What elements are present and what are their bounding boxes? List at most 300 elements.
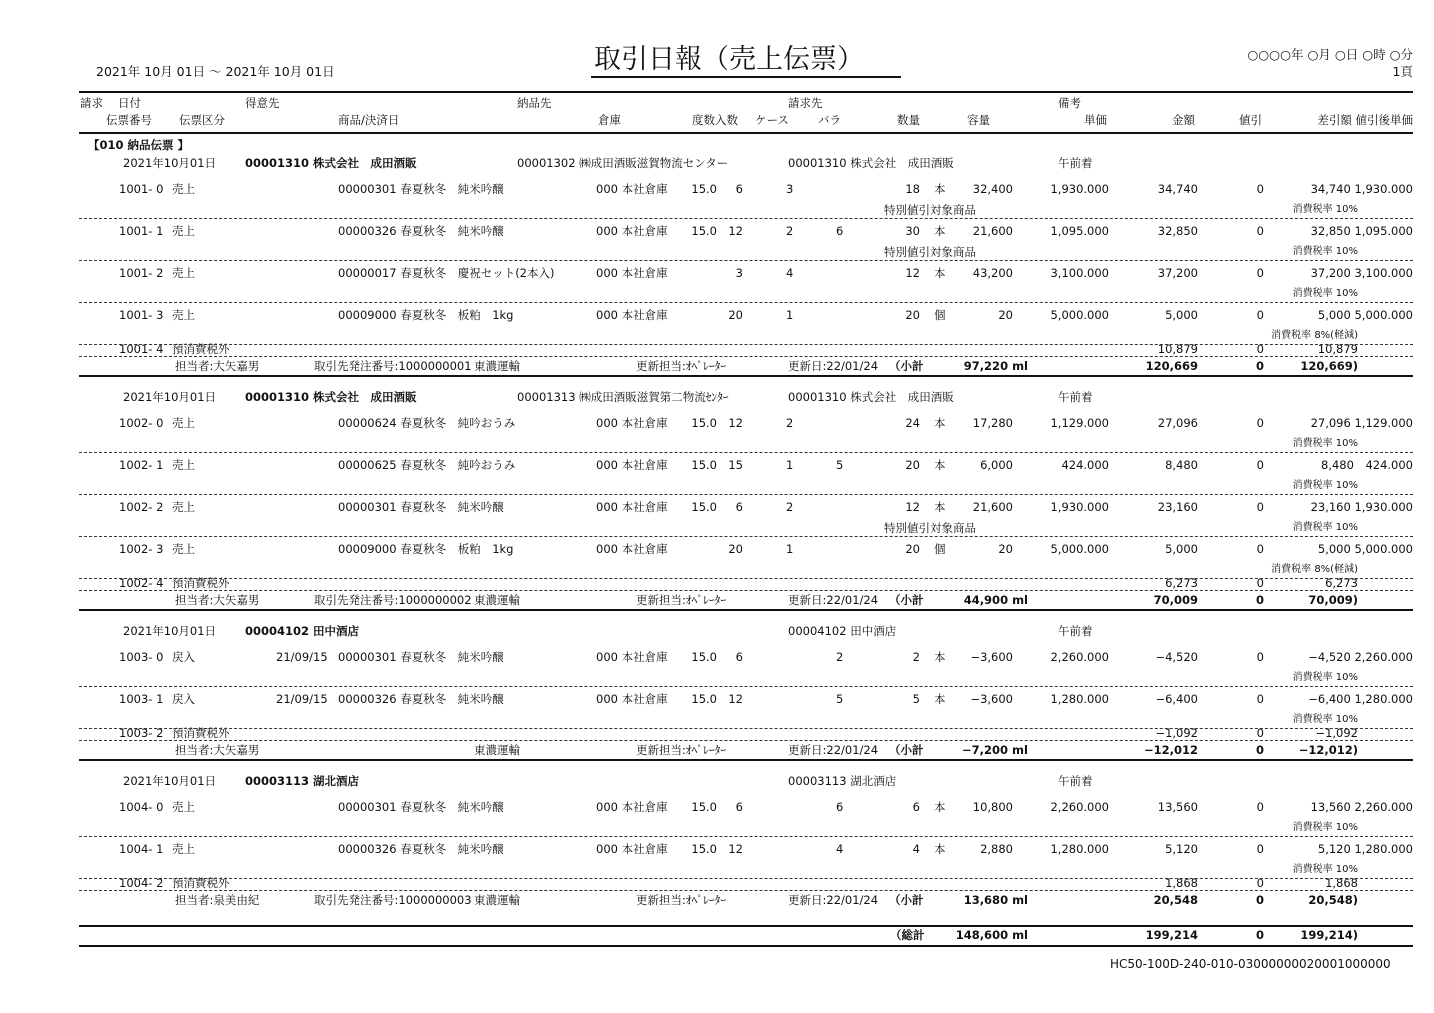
tax-amount: 1,868 — [1165, 876, 1198, 890]
line-qty: 12 — [905, 500, 920, 514]
line-cases: 3 — [786, 182, 794, 196]
line-proof: 15.0 — [691, 458, 717, 472]
line-proof: 15.0 — [691, 182, 717, 196]
line-warehouse: 000 本社倉庫 — [596, 224, 668, 238]
line-item: 00000624 春夏秋冬 純吟おうみ — [338, 416, 516, 430]
line-discount: 0 — [1256, 308, 1264, 322]
tax-discount: 0 — [1256, 876, 1264, 890]
line-slip-no: 1003- 1 — [119, 692, 164, 706]
line-net: −6,400 1,280.000 — [1308, 692, 1413, 706]
line-unit-price: 5,000.000 — [1050, 542, 1109, 556]
line-net: 8,480 424.000 — [1321, 458, 1413, 472]
line-cases: 1 — [786, 458, 794, 472]
line-amount: 37,200 — [1157, 266, 1198, 280]
line-per-case: 6 — [735, 182, 743, 196]
line-amount: −6,400 — [1155, 692, 1198, 706]
col-warehouse: 倉庫 — [598, 113, 621, 127]
line-cases: 1 — [786, 542, 794, 556]
line-net: 23,160 1,930.000 — [1310, 500, 1413, 514]
line-amount: 5,120 — [1165, 842, 1198, 856]
line-warehouse: 000 本社倉庫 — [596, 266, 668, 280]
line-net: −4,520 2,260.000 — [1308, 650, 1413, 664]
tax-amount: 6,273 — [1165, 576, 1198, 590]
line-pieces: 6 — [836, 800, 844, 814]
tax-net: 1,868 — [1325, 876, 1358, 890]
line-unit: 本 — [934, 842, 946, 856]
line-item: 00000017 春夏秋冬 慶祝セット(2本入) — [338, 266, 555, 280]
footer-updated: 更新日:22/01/24 — [788, 359, 879, 373]
footer-subtotal-label: （小計 — [889, 743, 924, 757]
line-per-case: 12 — [728, 416, 743, 430]
slip-remark: 午前着 — [1058, 774, 1093, 788]
line-amount: 5,000 — [1165, 542, 1198, 556]
line-tax-rate: 消費税率 10% — [1292, 522, 1358, 533]
footer-person: 担当者:大矢嘉男 — [175, 593, 260, 607]
row-divider — [79, 536, 1413, 537]
footer-discount: 0 — [1255, 743, 1264, 757]
tax-net: 10,879 — [1317, 342, 1358, 356]
line-item: 00000326 春夏秋冬 純米吟醸 — [338, 692, 504, 706]
line-volume: −3,600 — [970, 692, 1013, 706]
footer-net: 70,009) — [1308, 593, 1358, 607]
col-unit-price: 単価 — [1084, 113, 1107, 127]
line-volume: 20 — [998, 542, 1013, 556]
line-net: 34,740 1,930.000 — [1310, 182, 1413, 196]
line-warehouse: 000 本社倉庫 — [596, 542, 668, 556]
line-net: 5,000 5,000.000 — [1317, 542, 1413, 556]
slip-delivery: 00001313 ㈱成田酒販滋賀第二物流ｾﾝﾀｰ — [517, 390, 729, 404]
line-tax-rate: 消費税率 10% — [1292, 288, 1358, 299]
col-net: 差引額 値引後単価 — [1317, 113, 1413, 127]
line-proof: 15.0 — [691, 842, 717, 856]
line-settle-date: 21/09/15 — [276, 692, 328, 706]
slip-remark: 午前着 — [1058, 156, 1093, 170]
line-item: 00000625 春夏秋冬 純吟おうみ — [338, 458, 516, 472]
grand-total-bottom-rule — [79, 945, 1413, 947]
line-warehouse: 000 本社倉庫 — [596, 182, 668, 196]
section-label: 【010 納品伝票 】 — [88, 138, 190, 152]
tax-amount: 10,879 — [1157, 342, 1198, 356]
footer-person: 担当者:大矢嘉男 — [175, 743, 260, 757]
col-pieces: バラ — [818, 113, 841, 127]
row-divider — [79, 344, 1413, 345]
line-unit: 本 — [934, 692, 946, 706]
footer-discount: 0 — [1255, 893, 1264, 907]
line-warehouse: 000 本社倉庫 — [596, 650, 668, 664]
footer-subtotal-label: （小計 — [889, 593, 924, 607]
line-unit: 本 — [934, 266, 946, 280]
line-pieces: 2 — [836, 650, 844, 664]
line-cases: 1 — [786, 308, 794, 322]
col-amount: 金額 — [1172, 113, 1195, 127]
footer-subtotal-label: （小計 — [889, 893, 924, 907]
line-warehouse: 000 本社倉庫 — [596, 308, 668, 322]
tax-label: 預消費税外 — [172, 726, 230, 740]
tax-slip-no: 1001- 4 — [119, 342, 164, 356]
line-tax-rate: 消費税率 10% — [1292, 864, 1358, 875]
date-range: 2021年 10月 01日 ～ 2021年 10月 01日 — [96, 64, 335, 79]
line-tax-rate: 消費税率 8%(軽減) — [1271, 564, 1358, 575]
footer-person: 担当者:泉美由紀 — [175, 893, 260, 907]
footer-discount: 0 — [1255, 593, 1264, 607]
line-proof: 15.0 — [691, 500, 717, 514]
footer-updater: 更新担当:ｵﾍﾟﾚｰﾀｰ — [636, 593, 727, 607]
line-amount: 34,740 — [1157, 182, 1198, 196]
line-unit: 本 — [934, 650, 946, 664]
line-warehouse: 000 本社倉庫 — [596, 416, 668, 430]
line-qty: 18 — [905, 182, 920, 196]
report-title: 取引日報（売上伝票） — [594, 44, 864, 75]
line-unit-price: 1,930.000 — [1050, 500, 1109, 514]
printed-at: ○○○○年 ○月 ○日 ○時 ○分 — [1247, 47, 1413, 62]
row-divider — [79, 836, 1413, 837]
line-qty: 5 — [912, 692, 920, 706]
col-billing: 請求先 — [788, 96, 823, 110]
line-amount: 13,560 — [1157, 800, 1198, 814]
line-slip-no: 1004- 1 — [119, 842, 164, 856]
line-unit: 本 — [934, 800, 946, 814]
footer-volume: 44,900 ml — [963, 593, 1028, 607]
line-unit: 本 — [934, 500, 946, 514]
footer-amount: 20,548 — [1153, 893, 1198, 907]
line-volume: 17,280 — [972, 416, 1013, 430]
slip-remark: 午前着 — [1058, 624, 1093, 638]
line-discount: 0 — [1256, 800, 1264, 814]
col-proof-qty: 度数入数 — [692, 113, 738, 127]
line-slip-no: 1001- 2 — [119, 266, 164, 280]
tax-discount: 0 — [1256, 726, 1264, 740]
footer-carrier: 東濃運輸 — [474, 743, 520, 757]
slip-separator — [79, 375, 1413, 377]
line-unit-price: 2,260.000 — [1050, 800, 1109, 814]
slip-date: 2021年10月01日 — [123, 390, 217, 404]
line-amount: 32,850 — [1157, 224, 1198, 238]
slip-billing: 00004102 田中酒店 — [788, 624, 897, 638]
line-pieces: 6 — [836, 224, 844, 238]
footer-updater: 更新担当:ｵﾍﾟﾚｰﾀｰ — [636, 743, 727, 757]
col-delivery: 納品先 — [517, 96, 552, 110]
line-tax-rate: 消費税率 10% — [1292, 480, 1358, 491]
footer-order-no: 取引先発注番号:1000000002 — [314, 593, 472, 607]
line-qty: 20 — [905, 308, 920, 322]
line-amount: 5,000 — [1165, 308, 1198, 322]
slip-customer: 00001310 株式会社 成田酒販 — [245, 156, 417, 170]
tax-discount: 0 — [1256, 342, 1264, 356]
line-unit-price: 2,260.000 — [1050, 650, 1109, 664]
line-per-case: 20 — [728, 542, 743, 556]
line-unit-price: 1,280.000 — [1050, 692, 1109, 706]
footer-amount: −12,012 — [1143, 743, 1198, 757]
line-slip-type: 売上 — [172, 182, 195, 196]
footer-updater: 更新担当:ｵﾍﾟﾚｰﾀｰ — [636, 893, 727, 907]
line-item: 00009000 春夏秋冬 板粕 1kg — [338, 542, 514, 556]
tax-net: −1,092 — [1315, 726, 1358, 740]
col-quantity: 数量 — [897, 113, 920, 127]
slip-delivery: 00001302 ㈱成田酒販滋賀物流センター — [517, 156, 729, 170]
row-divider — [79, 578, 1413, 579]
footer-volume: 13,680 ml — [963, 893, 1028, 907]
line-slip-no: 1004- 0 — [119, 800, 164, 814]
line-slip-type: 売上 — [172, 266, 195, 280]
line-item: 00009000 春夏秋冬 板粕 1kg — [338, 308, 514, 322]
slip-date: 2021年10月01日 — [123, 156, 217, 170]
line-net: 27,096 1,129.000 — [1310, 416, 1413, 430]
line-cases: 2 — [786, 500, 794, 514]
line-net: 37,200 3,100.000 — [1310, 266, 1413, 280]
page-number: 1頁 — [1392, 64, 1413, 79]
line-tax-rate: 消費税率 10% — [1292, 204, 1358, 215]
line-unit-price: 5,000.000 — [1050, 308, 1109, 322]
line-per-case: 12 — [728, 692, 743, 706]
tax-divider — [79, 590, 1413, 591]
line-note: 特別値引対象商品 — [884, 521, 976, 535]
line-cases: 4 — [786, 266, 794, 280]
line-proof: 15.0 — [691, 416, 717, 430]
footer-carrier: 東濃運輸 — [474, 893, 520, 907]
slip-separator — [79, 759, 1413, 761]
line-slip-type: 売上 — [172, 224, 195, 238]
row-divider — [79, 686, 1413, 687]
line-qty: 2 — [912, 650, 920, 664]
line-cases: 2 — [786, 416, 794, 430]
line-item: 00000301 春夏秋冬 純米吟醸 — [338, 182, 504, 196]
footer-net: 120,669) — [1300, 359, 1358, 373]
line-discount: 0 — [1256, 266, 1264, 280]
line-slip-type: 戻入 — [172, 692, 195, 706]
line-cases: 2 — [786, 224, 794, 238]
line-qty: 20 — [905, 542, 920, 556]
line-slip-no: 1001- 0 — [119, 182, 164, 196]
slip-billing: 00003113 湖北酒店 — [788, 774, 897, 788]
footer-volume: −7,200 ml — [962, 743, 1028, 757]
line-tax-rate: 消費税率 8%(軽減) — [1271, 330, 1358, 341]
footer-volume: 97,220 ml — [963, 359, 1028, 373]
line-volume: −3,600 — [970, 650, 1013, 664]
line-net: 5,120 1,280.000 — [1317, 842, 1413, 856]
slip-customer: 00003113 湖北酒店 — [245, 774, 360, 788]
line-item: 00000326 春夏秋冬 純米吟醸 — [338, 842, 504, 856]
line-volume: 10,800 — [972, 800, 1013, 814]
line-note: 特別値引対象商品 — [884, 203, 976, 217]
footer-order-no: 取引先発注番号:1000000001 — [314, 359, 472, 373]
col-slip-type: 伝票区分 — [179, 113, 225, 127]
col-date: 日付 — [118, 96, 141, 110]
line-net: 5,000 5,000.000 — [1317, 308, 1413, 322]
footer-updated: 更新日:22/01/24 — [788, 893, 879, 907]
footer-amount: 120,669 — [1145, 359, 1198, 373]
line-proof: 15.0 — [691, 224, 717, 238]
line-slip-type: 売上 — [172, 500, 195, 514]
line-item: 00000301 春夏秋冬 純米吟醸 — [338, 800, 504, 814]
line-volume: 43,200 — [972, 266, 1013, 280]
line-unit: 本 — [934, 458, 946, 472]
tax-slip-no: 1004- 2 — [119, 876, 164, 890]
grand-total-net: 199,214) — [1300, 928, 1358, 942]
row-divider — [79, 218, 1413, 219]
line-discount: 0 — [1256, 182, 1264, 196]
grand-total-top-rule — [79, 925, 1413, 927]
line-slip-type: 売上 — [172, 308, 195, 322]
line-unit-price: 1,280.000 — [1050, 842, 1109, 856]
line-slip-no: 1002- 1 — [119, 458, 164, 472]
line-slip-no: 1003- 0 — [119, 650, 164, 664]
grand-total-volume: 148,600 ml — [955, 928, 1028, 942]
col-customer: 得意先 — [245, 96, 280, 110]
line-discount: 0 — [1256, 500, 1264, 514]
line-net: 13,560 2,260.000 — [1310, 800, 1413, 814]
footer-order-no: 取引先発注番号:1000000003 — [314, 893, 472, 907]
line-slip-no: 1002- 2 — [119, 500, 164, 514]
tax-net: 6,273 — [1325, 576, 1358, 590]
line-discount: 0 — [1256, 842, 1264, 856]
col-discount: 値引 — [1239, 113, 1262, 127]
line-qty: 20 — [905, 458, 920, 472]
line-settle-date: 21/09/15 — [276, 650, 328, 664]
line-warehouse: 000 本社倉庫 — [596, 692, 668, 706]
line-per-case: 6 — [735, 500, 743, 514]
footer-amount: 70,009 — [1153, 593, 1198, 607]
line-volume: 6,000 — [980, 458, 1013, 472]
line-slip-type: 戻入 — [172, 650, 195, 664]
tax-slip-no: 1003- 2 — [119, 726, 164, 740]
slip-date: 2021年10月01日 — [123, 624, 217, 638]
slip-separator — [79, 609, 1413, 611]
line-volume: 21,600 — [972, 500, 1013, 514]
line-unit-price: 1,129.000 — [1050, 416, 1109, 430]
slip-customer: 00004102 田中酒店 — [245, 624, 360, 638]
line-slip-type: 売上 — [172, 800, 195, 814]
line-slip-no: 1001- 3 — [119, 308, 164, 322]
tax-divider — [79, 740, 1413, 741]
line-discount: 0 — [1256, 692, 1264, 706]
tax-slip-no: 1002- 4 — [119, 576, 164, 590]
tax-divider — [79, 890, 1413, 891]
tax-label: 預消費税外 — [172, 876, 230, 890]
col-remarks: 備考 — [1058, 96, 1081, 110]
header-bottom-rule — [79, 132, 1413, 134]
line-unit: 本 — [934, 182, 946, 196]
line-unit: 本 — [934, 416, 946, 430]
line-slip-type: 売上 — [172, 542, 195, 556]
line-unit: 個 — [934, 542, 946, 556]
col-cases: ケース — [755, 113, 789, 127]
tax-discount: 0 — [1256, 576, 1264, 590]
line-slip-no: 1002- 3 — [119, 542, 164, 556]
line-pieces: 5 — [836, 458, 844, 472]
tax-divider — [79, 356, 1413, 357]
slip-customer: 00001310 株式会社 成田酒販 — [245, 390, 417, 404]
line-warehouse: 000 本社倉庫 — [596, 458, 668, 472]
footer-person: 担当者:大矢嘉男 — [175, 359, 260, 373]
grand-total-label: （総計 — [890, 928, 925, 942]
row-divider — [79, 260, 1413, 261]
slip-date: 2021年10月01日 — [123, 774, 217, 788]
line-slip-type: 売上 — [172, 842, 195, 856]
line-pieces: 5 — [836, 692, 844, 706]
grand-total-discount: 0 — [1255, 928, 1264, 942]
col-seikyu: 請求 — [80, 96, 103, 110]
line-volume: 20 — [998, 308, 1013, 322]
footer-net: 20,548) — [1308, 893, 1358, 907]
line-qty: 24 — [905, 416, 920, 430]
line-pieces: 4 — [836, 842, 844, 856]
footer-updated: 更新日:22/01/24 — [788, 593, 879, 607]
document-code: HC50-100D-240-010-03000000020001000000 — [1110, 957, 1391, 971]
line-amount: −4,520 — [1155, 650, 1198, 664]
line-qty: 4 — [912, 842, 920, 856]
line-amount: 23,160 — [1157, 500, 1198, 514]
line-qty: 30 — [905, 224, 920, 238]
line-warehouse: 000 本社倉庫 — [596, 842, 668, 856]
line-item: 00000301 春夏秋冬 純米吟醸 — [338, 650, 504, 664]
line-per-case: 6 — [735, 650, 743, 664]
footer-updated: 更新日:22/01/24 — [788, 743, 879, 757]
line-tax-rate: 消費税率 10% — [1292, 714, 1358, 725]
line-discount: 0 — [1256, 458, 1264, 472]
line-discount: 0 — [1256, 542, 1264, 556]
line-discount: 0 — [1256, 416, 1264, 430]
line-unit: 本 — [934, 224, 946, 238]
footer-carrier: 東濃運輸 — [474, 593, 520, 607]
line-proof: 15.0 — [691, 800, 717, 814]
header-top-rule — [79, 91, 1413, 93]
footer-discount: 0 — [1255, 359, 1264, 373]
line-item: 00000301 春夏秋冬 純米吟醸 — [338, 500, 504, 514]
grand-total-amount: 199,214 — [1145, 928, 1198, 942]
line-unit-price: 1,930.000 — [1050, 182, 1109, 196]
line-per-case: 12 — [728, 842, 743, 856]
line-slip-type: 売上 — [172, 458, 195, 472]
slip-remark: 午前着 — [1058, 390, 1093, 404]
line-amount: 27,096 — [1157, 416, 1198, 430]
line-volume: 21,600 — [972, 224, 1013, 238]
line-warehouse: 000 本社倉庫 — [596, 500, 668, 514]
line-tax-rate: 消費税率 10% — [1292, 438, 1358, 449]
footer-updater: 更新担当:ｵﾍﾟﾚｰﾀｰ — [636, 359, 727, 373]
line-slip-type: 売上 — [172, 416, 195, 430]
row-divider — [79, 878, 1413, 879]
line-unit-price: 424.000 — [1061, 458, 1109, 472]
line-unit-price: 3,100.000 — [1050, 266, 1109, 280]
line-amount: 8,480 — [1165, 458, 1198, 472]
line-unit-price: 1,095.000 — [1050, 224, 1109, 238]
row-divider — [79, 494, 1413, 495]
row-divider — [79, 302, 1413, 303]
line-unit: 個 — [934, 308, 946, 322]
footer-net: −12,012) — [1298, 743, 1358, 757]
tax-label: 預消費税外 — [172, 342, 230, 356]
line-discount: 0 — [1256, 650, 1264, 664]
col-item: 商品/決済日 — [338, 113, 400, 127]
line-proof: 15.0 — [691, 650, 717, 664]
line-qty: 12 — [905, 266, 920, 280]
col-slip-no: 伝票番号 — [106, 113, 152, 127]
row-divider — [79, 452, 1413, 453]
line-item: 00000326 春夏秋冬 純米吟醸 — [338, 224, 504, 238]
line-per-case: 15 — [728, 458, 743, 472]
tax-amount: −1,092 — [1155, 726, 1198, 740]
line-tax-rate: 消費税率 10% — [1292, 672, 1358, 683]
line-per-case: 6 — [735, 800, 743, 814]
line-slip-no: 1002- 0 — [119, 416, 164, 430]
line-slip-no: 1001- 1 — [119, 224, 164, 238]
line-per-case: 12 — [728, 224, 743, 238]
title-underline — [591, 76, 901, 78]
slip-billing: 00001310 株式会社 成田酒販 — [788, 156, 954, 170]
footer-subtotal-label: （小計 — [889, 359, 924, 373]
slip-billing: 00001310 株式会社 成田酒販 — [788, 390, 954, 404]
line-per-case: 20 — [728, 308, 743, 322]
